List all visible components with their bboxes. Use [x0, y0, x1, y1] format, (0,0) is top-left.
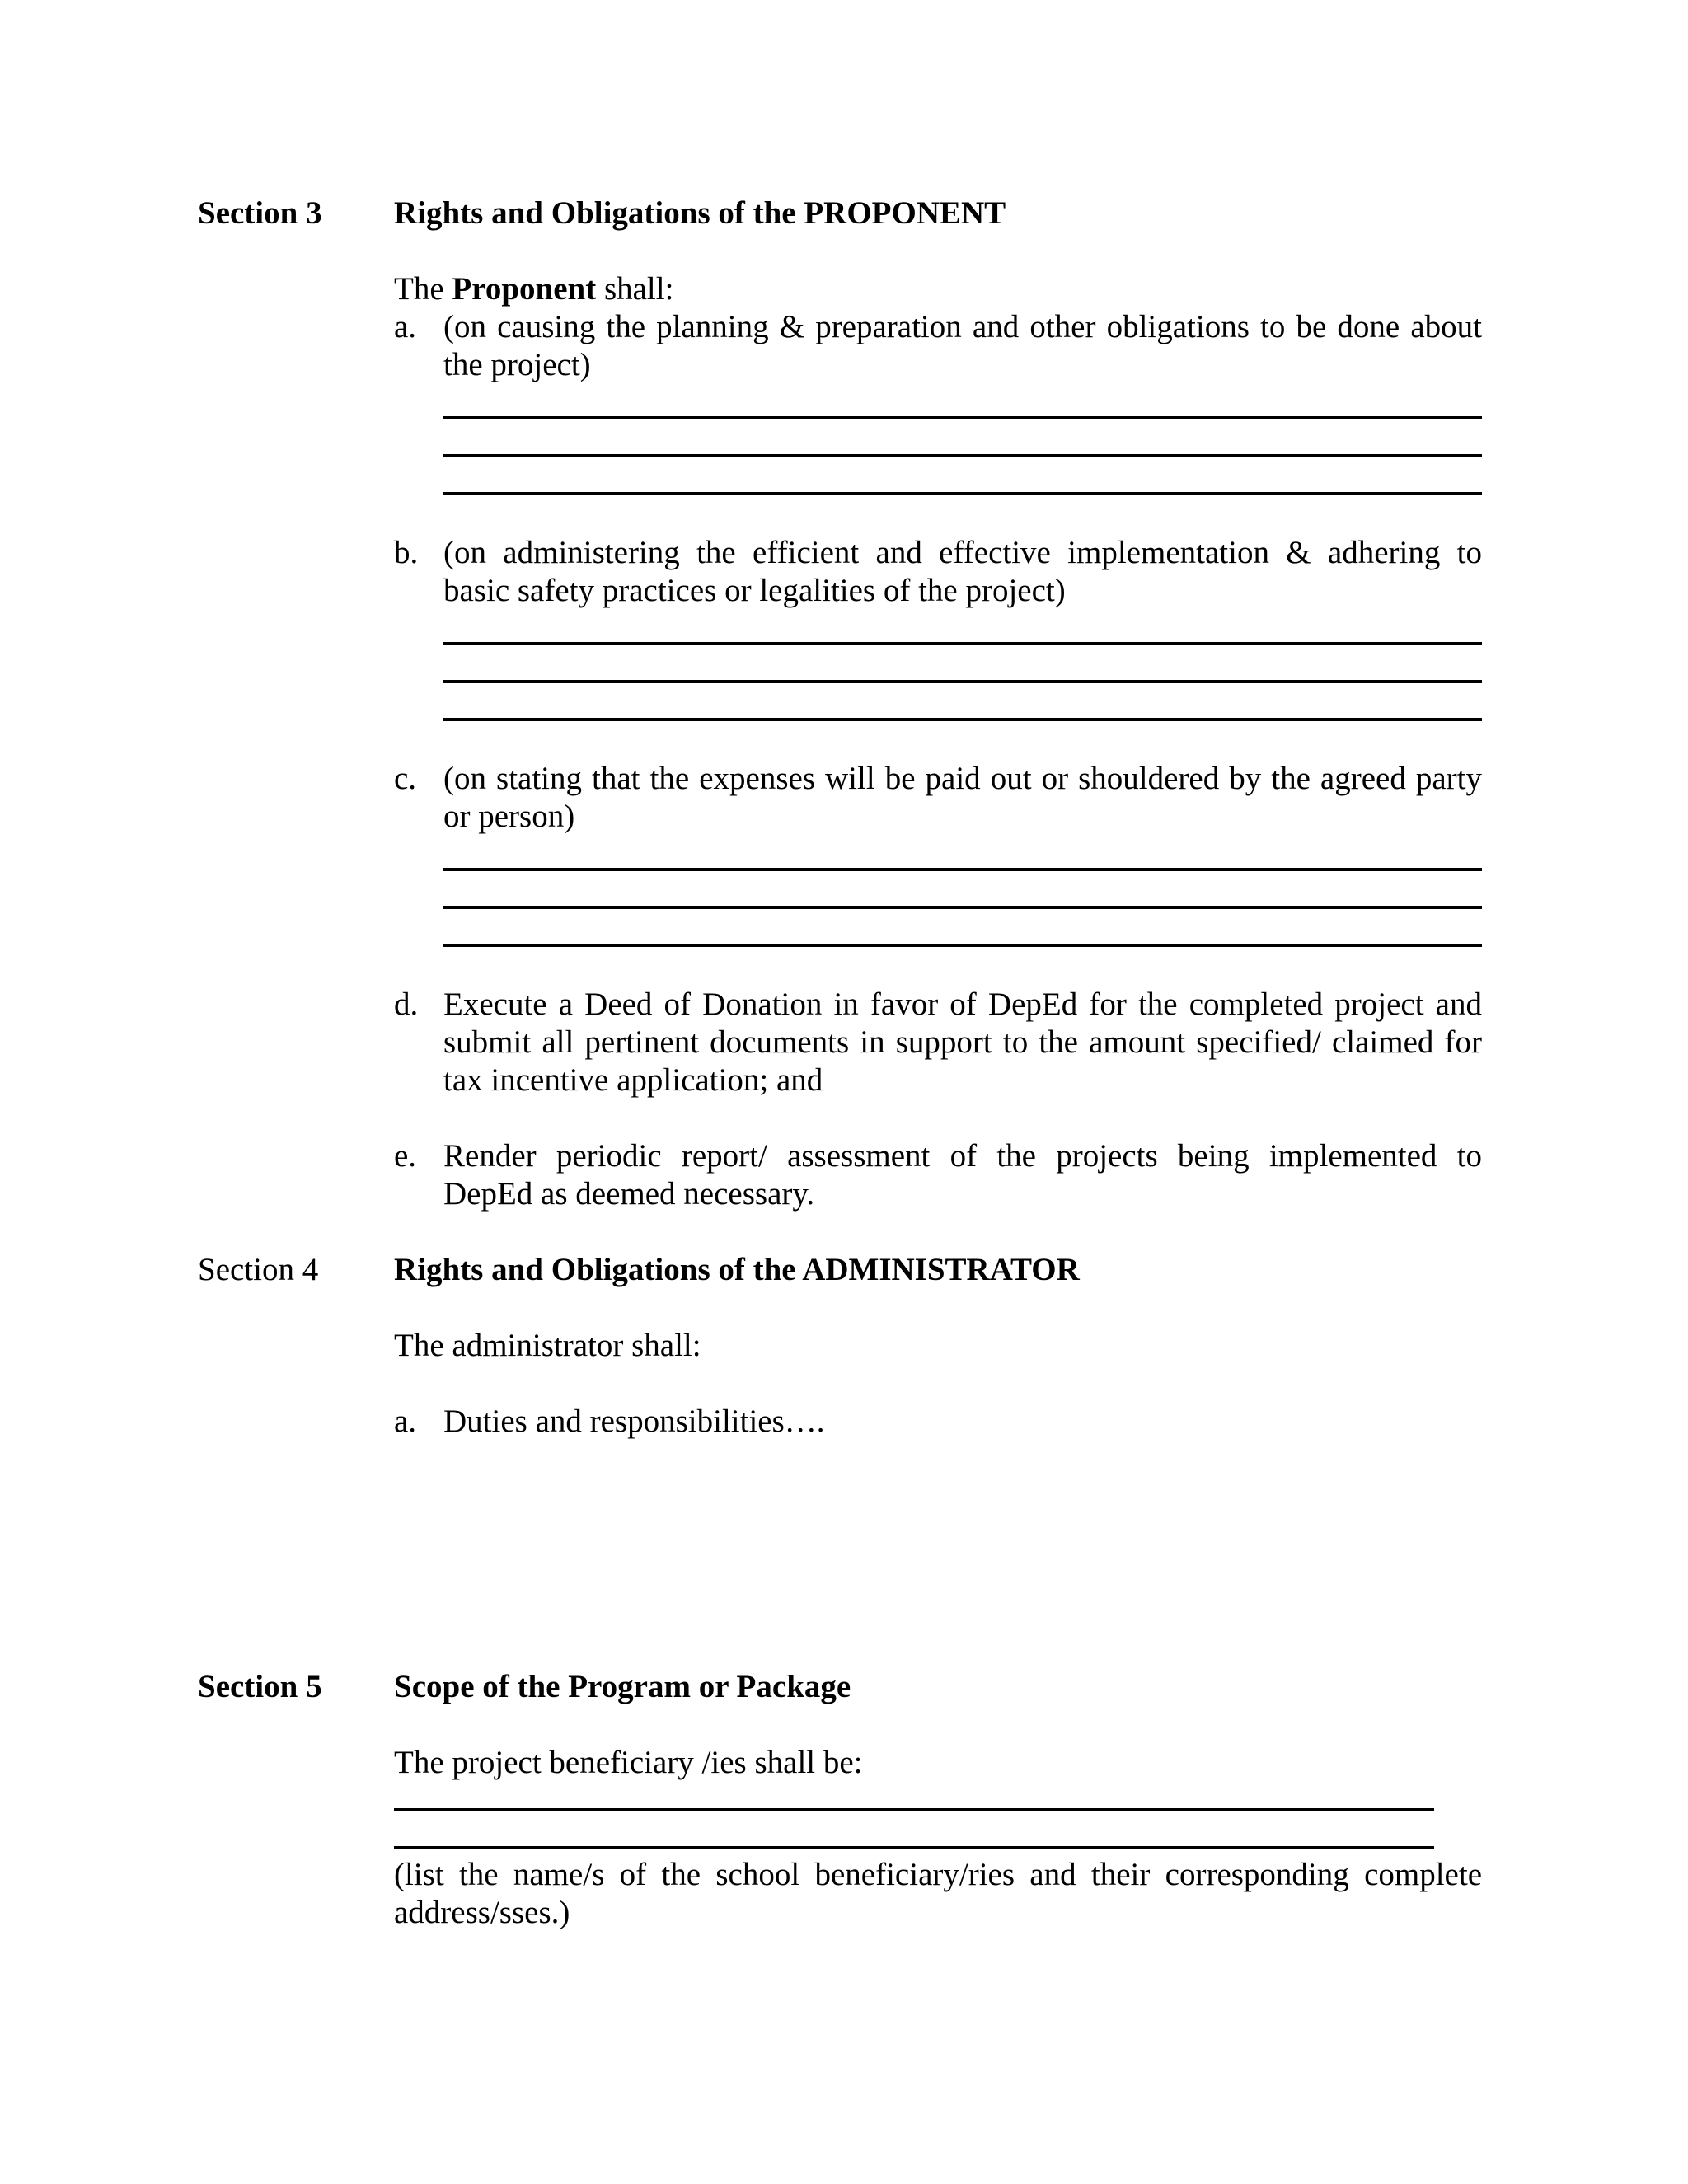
item-b-line1: (on administering the efficient and effective implementation & adhering to	[443, 535, 1482, 570]
item-b-line2: basic safety practices or legalities of the project)	[443, 573, 1066, 608]
item-d-line1: Execute a Deed of Donation in favor of DepEd for the completed project and	[443, 987, 1482, 1022]
beneficiary-note-line1: (list the name/s of the school beneficiary/ries and their corresponding complete	[394, 1857, 1482, 1892]
item-b-blank-line-1	[443, 642, 1482, 645]
item-c-blank-line-3	[443, 944, 1482, 947]
item-a-blank-line-2	[443, 454, 1482, 457]
section-4-item-a-letter: a.	[394, 1404, 417, 1439]
section-4-intro: The administrator shall:	[394, 1328, 701, 1363]
item-c-blank-line-2	[443, 906, 1482, 909]
item-a-blank-line-3	[443, 492, 1482, 495]
item-c-blank-line-1	[443, 868, 1482, 871]
section-4-label: Section 4	[198, 1252, 319, 1287]
item-b-blank-line-2	[443, 680, 1482, 683]
item-c-letter: c.	[394, 761, 417, 796]
item-e-letter: e.	[394, 1138, 417, 1174]
item-b-letter: b.	[394, 535, 419, 570]
item-e-line1: Render periodic report/ assessment of the projects being implemented to	[443, 1138, 1482, 1174]
item-a-letter: a.	[394, 309, 417, 344]
item-a-line2: the project)	[443, 347, 591, 382]
item-d-line2: submit all pertinent documents in support to the amount specified/ claimed for	[443, 1024, 1482, 1060]
section-3-title: Rights and Obligations of the PROPONENT	[394, 195, 1006, 231]
item-b-blank-line-3	[443, 718, 1482, 721]
item-d-line3: tax incentive application; and	[443, 1062, 823, 1098]
section-5-title: Scope of the Program or Package	[394, 1669, 851, 1704]
intro-proponent: Proponent	[452, 271, 597, 307]
beneficiary-blank-line-1	[394, 1808, 1434, 1811]
item-c-line1: (on stating that the expenses will be paid out or shouldered by the agreed party	[443, 761, 1482, 796]
section-5-label: Section 5	[198, 1669, 322, 1704]
section-4-item-a-text: Duties and responsibilities….	[443, 1404, 825, 1439]
beneficiary-blank-line-2	[394, 1846, 1434, 1849]
intro-suffix: shall:	[596, 271, 674, 307]
beneficiary-note-line2: address/sses.)	[394, 1895, 570, 1930]
item-d-letter: d.	[394, 987, 419, 1022]
section-3-label: Section 3	[198, 195, 322, 231]
intro-prefix: The	[394, 271, 452, 307]
item-e-line2: DepEd as deemed necessary.	[443, 1176, 815, 1212]
section-5-intro: The project beneficiary /ies shall be:	[394, 1745, 863, 1780]
section-4-title: Rights and Obligations of the ADMINISTRATOR	[394, 1252, 1080, 1287]
section-3-intro	[394, 270, 1482, 308]
item-a-line1: (on causing the planning & preparation and other obligations to be done about	[443, 309, 1482, 344]
item-a-blank-line-1	[443, 416, 1482, 419]
item-c-line2: or person)	[443, 799, 575, 834]
